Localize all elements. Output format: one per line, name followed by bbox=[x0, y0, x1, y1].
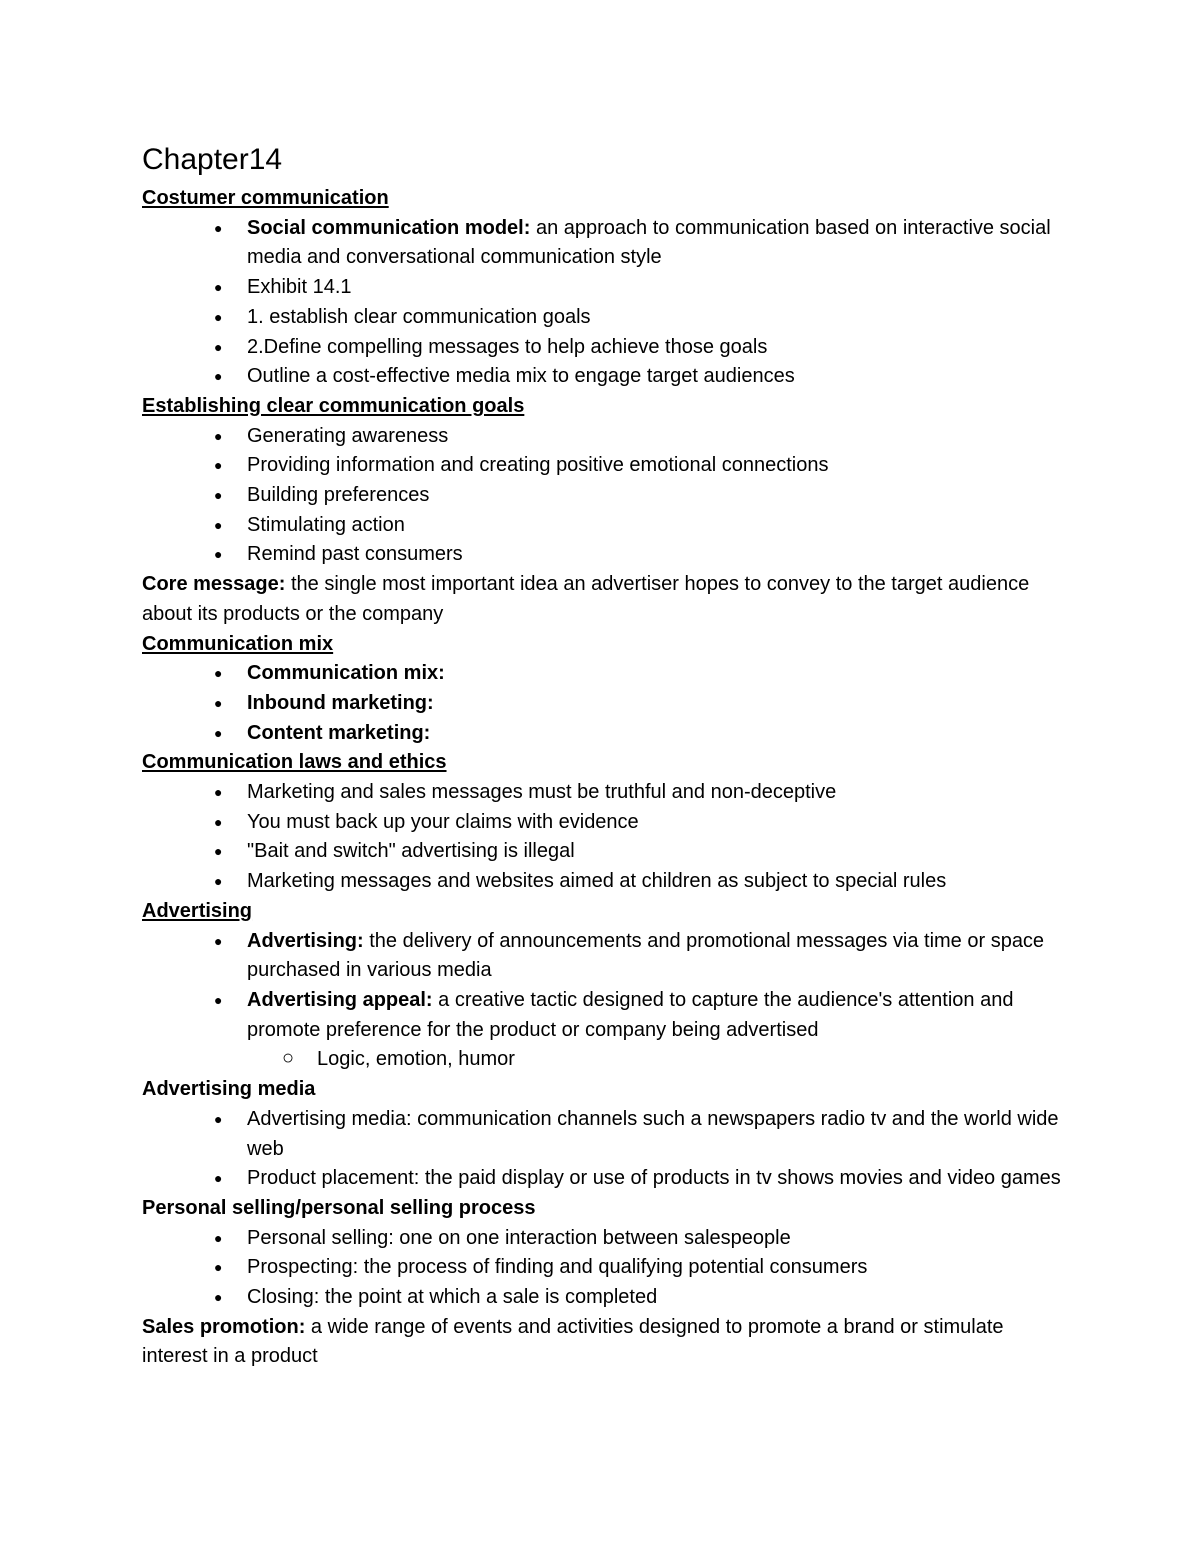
section-heading-personal-selling: Personal selling/personal selling process bbox=[142, 1196, 536, 1219]
document-page bbox=[142, 140, 1072, 1372]
list-item bbox=[142, 659, 1072, 689]
list-item bbox=[142, 778, 1072, 808]
term: Inbound marketing: bbox=[247, 691, 434, 714]
bullet-icon: ● bbox=[214, 1110, 223, 1127]
bullet-list-communication-mix bbox=[142, 659, 1072, 748]
list-item bbox=[142, 986, 1072, 1045]
bullet-list-advertising-media bbox=[142, 1105, 1072, 1194]
term: Communication mix: bbox=[247, 662, 445, 685]
list-item bbox=[142, 1105, 1072, 1164]
list-item bbox=[142, 333, 1072, 363]
list-item-text: "Bait and switch" advertising is illegal bbox=[247, 840, 575, 863]
list-item-text: Logic, emotion, humor bbox=[317, 1048, 515, 1071]
section-heading-communication-mix: Communication mix bbox=[142, 632, 334, 655]
bullet-icon: ● bbox=[214, 308, 223, 325]
list-item bbox=[142, 689, 1072, 719]
bullet-icon: ● bbox=[214, 516, 223, 533]
section-heading-customer-communication: Costumer communication bbox=[142, 187, 389, 209]
bullet-icon: ● bbox=[214, 338, 223, 355]
list-item-text: Personal selling: one on one interaction between salespeople bbox=[247, 1226, 791, 1249]
bullet-icon: ● bbox=[214, 784, 223, 801]
list-item bbox=[142, 1253, 1072, 1283]
list-item-text: Generating awareness bbox=[247, 424, 449, 447]
list-item-text: Providing information and creating positive emotional connections bbox=[247, 454, 829, 477]
section-heading-advertising-media: Advertising media bbox=[142, 1078, 316, 1101]
page-title: Chapter14 bbox=[142, 143, 283, 176]
sub-list-item bbox=[142, 1045, 1072, 1075]
list-item-text: Remind past consumers bbox=[247, 543, 463, 566]
list-item-text: You must back up your claims with evidence bbox=[247, 810, 639, 833]
list-item bbox=[142, 511, 1072, 541]
list-item bbox=[142, 867, 1072, 897]
bullet-icon: ● bbox=[214, 665, 223, 682]
bullet-icon: ● bbox=[214, 546, 223, 563]
bullet-icon: ● bbox=[214, 1289, 223, 1306]
list-item bbox=[142, 540, 1072, 570]
list-item bbox=[142, 303, 1072, 333]
list-item bbox=[142, 1164, 1072, 1194]
bullet-icon: ● bbox=[214, 1170, 223, 1187]
list-item-text: Prospecting: the process of finding and qualifying potential consumers bbox=[247, 1256, 868, 1279]
list-item bbox=[142, 214, 1072, 273]
list-item bbox=[142, 273, 1072, 303]
bullet-icon: ● bbox=[214, 368, 223, 385]
list-item bbox=[142, 837, 1072, 867]
bullet-icon: ● bbox=[214, 427, 223, 444]
list-item bbox=[142, 808, 1072, 838]
list-item-text: 1. establish clear communication goals bbox=[247, 305, 591, 328]
section-heading-communication-goals: Establishing clear communication goals bbox=[142, 394, 525, 417]
bullet-list-communication-goals bbox=[142, 422, 1072, 571]
bullet-icon: ● bbox=[214, 873, 223, 890]
bullet-icon: ● bbox=[214, 279, 223, 296]
definition: a creative tactic designed to capture the audience's attention and promote preference for the product or company being advertised bbox=[247, 988, 1014, 1041]
term: Sales promotion: bbox=[142, 1315, 306, 1338]
term: Content marketing: bbox=[247, 721, 431, 744]
core-message-paragraph bbox=[142, 570, 1072, 629]
bullet-list-customer-communication bbox=[142, 214, 1072, 392]
list-item bbox=[142, 1283, 1072, 1313]
list-item-text: Marketing messages and websites aimed at children as subject to special rules bbox=[247, 870, 947, 893]
bullet-icon: ● bbox=[214, 991, 223, 1008]
definition: an approach to communication based on interactive social media and conversational communication style bbox=[247, 216, 1051, 269]
section-heading-laws-ethics: Communication laws and ethics bbox=[142, 751, 447, 774]
list-item bbox=[142, 451, 1072, 481]
bullet-icon: ● bbox=[214, 1229, 223, 1246]
list-item bbox=[142, 481, 1072, 511]
bullet-list-laws-ethics bbox=[142, 778, 1072, 897]
list-item-text: Marketing and sales messages must be truthful and non-deceptive bbox=[247, 781, 837, 804]
list-item bbox=[142, 1224, 1072, 1254]
list-item-text: Stimulating action bbox=[247, 513, 405, 536]
bullet-icon: ● bbox=[214, 219, 223, 236]
sales-promotion-paragraph bbox=[142, 1313, 1072, 1372]
bullet-icon: ● bbox=[214, 457, 223, 474]
term: Core message: bbox=[142, 573, 286, 596]
list-item-text: Closing: the point at which a sale is completed bbox=[247, 1286, 658, 1309]
bullet-icon: ● bbox=[214, 487, 223, 504]
term: Advertising: bbox=[247, 929, 364, 952]
list-item-text: Advertising media: communication channels such a newspapers radio tv and the world wide web bbox=[247, 1107, 1059, 1160]
bullet-icon: ● bbox=[214, 1259, 223, 1276]
bullet-list-advertising bbox=[142, 927, 1072, 1076]
list-item bbox=[142, 927, 1072, 986]
list-item-text: Outline a cost-effective media mix to engage target audiences bbox=[247, 365, 795, 388]
term: Advertising appeal: bbox=[247, 988, 433, 1011]
definition: the delivery of announcements and promotional messages via time or space purchased in various media bbox=[247, 929, 1045, 982]
list-item bbox=[142, 362, 1072, 392]
bullet-icon: ● bbox=[214, 813, 223, 830]
bullet-icon: ● bbox=[214, 932, 223, 949]
list-item-text: Building preferences bbox=[247, 484, 430, 507]
list-item-text: Product placement: the paid display or use of products in tv shows movies and video games bbox=[247, 1167, 1061, 1190]
list-item bbox=[142, 719, 1072, 749]
bullet-icon: ● bbox=[214, 843, 223, 860]
bullet-icon: ● bbox=[214, 724, 223, 741]
definition: the single most important idea an advertiser hopes to convey to the target audience about its products or the company bbox=[142, 573, 1030, 625]
definition: a wide range of events and activities designed to promote a brand or stimulate interest in a product bbox=[142, 1315, 1004, 1368]
bullet-list-personal-selling bbox=[142, 1224, 1072, 1313]
section-heading-advertising: Advertising bbox=[142, 899, 253, 922]
list-item-text: Exhibit 14.1 bbox=[247, 276, 352, 299]
bullet-icon: ● bbox=[214, 694, 223, 711]
hollow-bullet-icon: ○ bbox=[282, 1047, 295, 1070]
list-item bbox=[142, 422, 1072, 452]
list-item-text: 2.Define compelling messages to help achieve those goals bbox=[247, 335, 768, 358]
term: Social communication model: bbox=[247, 216, 531, 239]
